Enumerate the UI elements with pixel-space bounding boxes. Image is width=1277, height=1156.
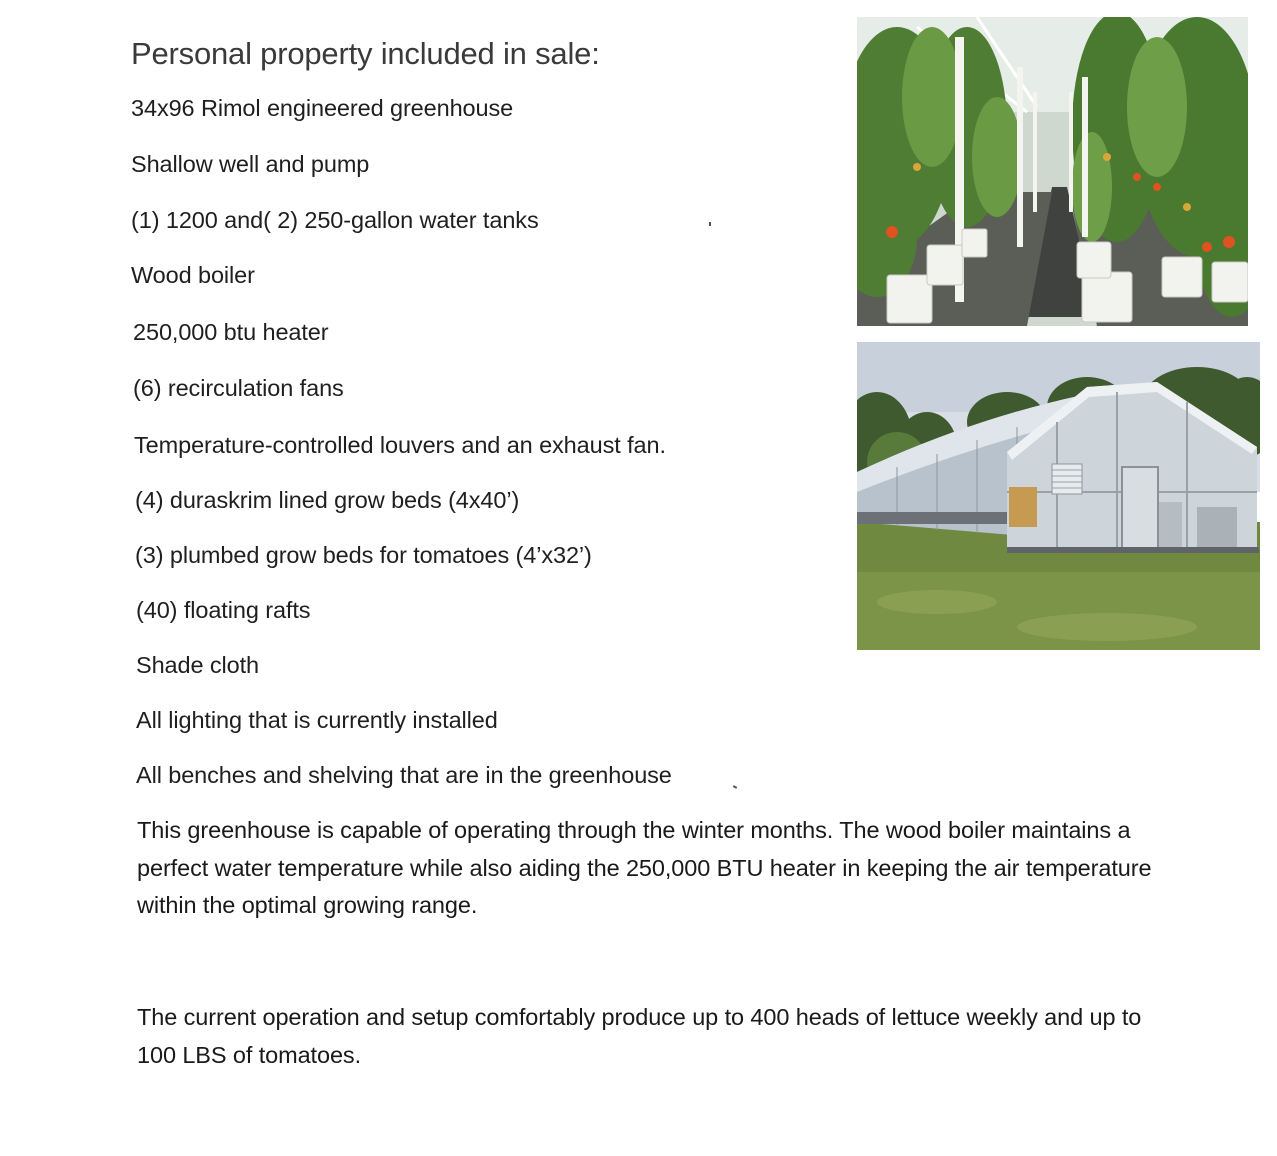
list-item: Shade cloth [136,652,260,678]
greenhouse-interior-photo [857,17,1248,326]
property-heading: Personal property included in sale: [131,36,600,71]
list-item: (3) plumbed grow beds for tomatoes (4’x32’) [135,542,592,568]
list-item: Temperature-controlled louvers and an exhaust fan. [134,432,666,458]
production-paragraph: The current operation and setup comfortably produce up to 400 heads of lettuce weekly and up to 100 LBS of tomatoes. [137,1004,1142,1068]
stray-mark [709,222,711,226]
list-item: All lighting that is currently installed [136,707,498,733]
stray-mark [733,785,737,789]
list-item: (4) duraskrim lined grow beds (4x40’) [135,487,520,513]
list-item: (40) floating rafts [136,597,311,623]
list-item: Wood boiler [131,262,255,288]
list-item: Shallow well and pump [131,151,370,177]
list-item: All benches and shelving that are in the greenhouse [136,762,672,788]
list-item: 34x96 Rimol engineered greenhouse [131,95,514,121]
list-item: (1) 1200 and( 2) 250-gallon water tanks [131,207,539,233]
list-item: (6) recirculation fans [133,375,344,401]
list-item: 250,000 btu heater [133,319,329,345]
description-paragraph: This greenhouse is capable of operating through the winter months. The wood boiler maintains a perfect water temperature while also aiding the 250,000 BTU heater in keeping the air temperature within the optimal growing range. [137,817,1152,918]
greenhouse-exterior-photo [857,342,1260,650]
